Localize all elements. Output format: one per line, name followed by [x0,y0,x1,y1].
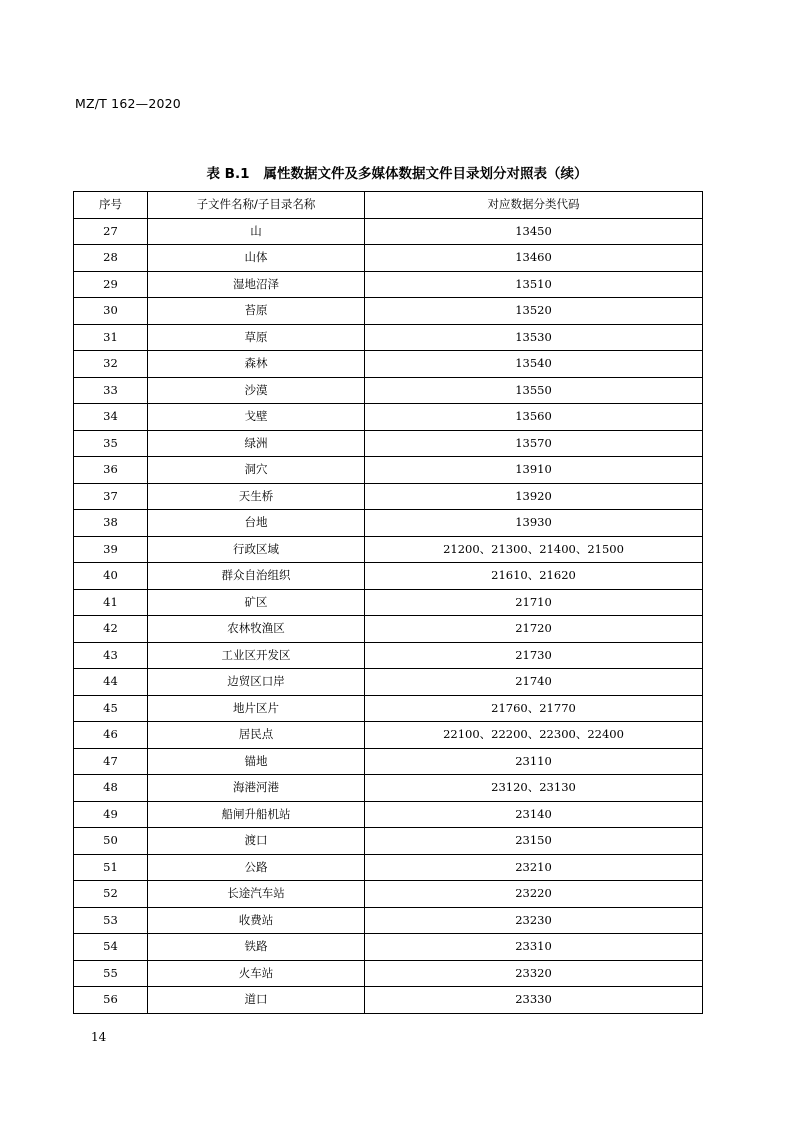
cell-subfile-name: 道口 [148,987,365,1014]
table-caption-label: 表 B.1 [206,166,250,182]
cell-serial: 51 [74,854,148,881]
cell-subfile-name: 海港河港 [148,775,365,802]
table-row [74,881,703,908]
cell-classification-code: 21740 [365,669,703,696]
cell-subfile-name: 农林牧渔区 [148,616,365,643]
cell-serial: 50 [74,828,148,855]
cell-subfile-name: 工业区开发区 [148,642,365,669]
directory-mapping-table [73,191,703,1014]
cell-classification-code: 23140 [365,801,703,828]
table-row [74,404,703,431]
table-row [74,854,703,881]
cell-subfile-name: 地片区片 [148,695,365,722]
cell-serial: 44 [74,669,148,696]
cell-subfile-name: 森林 [148,351,365,378]
table-row [74,775,703,802]
cell-classification-code: 23230 [365,907,703,934]
cell-subfile-name: 长途汽车站 [148,881,365,908]
cell-serial: 46 [74,722,148,749]
standard-code: MZ/T 162—2020 [75,96,181,111]
cell-serial: 42 [74,616,148,643]
cell-subfile-name: 行政区域 [148,536,365,563]
cell-serial: 55 [74,960,148,987]
cell-classification-code: 21760、21770 [365,695,703,722]
cell-subfile-name: 苔原 [148,298,365,325]
cell-serial: 40 [74,563,148,590]
table-row [74,695,703,722]
cell-classification-code: 13560 [365,404,703,431]
cell-classification-code: 13910 [365,457,703,484]
cell-classification-code: 13920 [365,483,703,510]
cell-subfile-name: 居民点 [148,722,365,749]
cell-subfile-name: 草原 [148,324,365,351]
column-header-serial: 序号 [74,192,148,219]
cell-serial: 45 [74,695,148,722]
table-row [74,960,703,987]
cell-subfile-name: 绿洲 [148,430,365,457]
table-row [74,536,703,563]
table-row [74,589,703,616]
cell-serial: 38 [74,510,148,537]
table-row [74,616,703,643]
cell-classification-code: 13510 [365,271,703,298]
table-caption-text: 属性数据文件及多媒体数据文件目录划分对照表（续） [263,166,588,182]
cell-classification-code: 13570 [365,430,703,457]
cell-subfile-name: 边贸区口岸 [148,669,365,696]
cell-subfile-name: 公路 [148,854,365,881]
cell-classification-code: 13550 [365,377,703,404]
table-row [74,430,703,457]
cell-serial: 34 [74,404,148,431]
cell-subfile-name: 铁路 [148,934,365,961]
table-row [74,324,703,351]
cell-subfile-name: 锚地 [148,748,365,775]
cell-serial: 43 [74,642,148,669]
table-row [74,245,703,272]
cell-subfile-name: 洞穴 [148,457,365,484]
table-row [74,483,703,510]
cell-classification-code: 13460 [365,245,703,272]
cell-serial: 33 [74,377,148,404]
cell-subfile-name: 湿地沼泽 [148,271,365,298]
cell-subfile-name: 沙漠 [148,377,365,404]
cell-classification-code: 23110 [365,748,703,775]
table-row [74,669,703,696]
table-row [74,351,703,378]
cell-classification-code: 13930 [365,510,703,537]
cell-subfile-name: 山 [148,218,365,245]
table-row [74,218,703,245]
cell-serial: 29 [74,271,148,298]
cell-classification-code: 21710 [365,589,703,616]
cell-serial: 35 [74,430,148,457]
cell-classification-code: 13450 [365,218,703,245]
cell-serial: 48 [74,775,148,802]
cell-classification-code: 21720 [365,616,703,643]
cell-subfile-name: 戈壁 [148,404,365,431]
cell-subfile-name: 矿区 [148,589,365,616]
table-row [74,563,703,590]
cell-serial: 52 [74,881,148,908]
table-header-row [74,192,703,219]
cell-classification-code: 13540 [365,351,703,378]
cell-subfile-name: 渡口 [148,828,365,855]
cell-classification-code: 13530 [365,324,703,351]
table-row [74,907,703,934]
table-row [74,934,703,961]
cell-serial: 27 [74,218,148,245]
cell-serial: 47 [74,748,148,775]
table-row [74,457,703,484]
table-row [74,271,703,298]
table-row [74,298,703,325]
cell-serial: 31 [74,324,148,351]
cell-serial: 36 [74,457,148,484]
table-row [74,748,703,775]
cell-classification-code: 23330 [365,987,703,1014]
cell-serial: 39 [74,536,148,563]
cell-serial: 53 [74,907,148,934]
cell-subfile-name: 台地 [148,510,365,537]
table-row [74,801,703,828]
cell-subfile-name: 火车站 [148,960,365,987]
table-row [74,722,703,749]
cell-classification-code: 21610、21620 [365,563,703,590]
cell-classification-code: 23310 [365,934,703,961]
column-header-classification-code: 对应数据分类代码 [365,192,703,219]
table-caption [0,162,794,182]
cell-classification-code: 22100、22200、22300、22400 [365,722,703,749]
cell-subfile-name: 收费站 [148,907,365,934]
table-row [74,642,703,669]
table-row [74,377,703,404]
table-row [74,828,703,855]
table-row [74,987,703,1014]
cell-classification-code: 23220 [365,881,703,908]
cell-classification-code: 23210 [365,854,703,881]
cell-serial: 54 [74,934,148,961]
table-row [74,510,703,537]
cell-serial: 32 [74,351,148,378]
cell-serial: 30 [74,298,148,325]
cell-classification-code: 23120、23130 [365,775,703,802]
cell-serial: 41 [74,589,148,616]
cell-serial: 37 [74,483,148,510]
cell-subfile-name: 船闸升船机站 [148,801,365,828]
cell-subfile-name: 山体 [148,245,365,272]
cell-classification-code: 21730 [365,642,703,669]
cell-classification-code: 23150 [365,828,703,855]
cell-subfile-name: 天生桥 [148,483,365,510]
cell-classification-code: 13520 [365,298,703,325]
cell-serial: 49 [74,801,148,828]
cell-classification-code: 21200、21300、21400、21500 [365,536,703,563]
cell-classification-code: 23320 [365,960,703,987]
cell-serial: 28 [74,245,148,272]
cell-subfile-name: 群众自治组织 [148,563,365,590]
column-header-subfile-name: 子文件名称/子目录名称 [148,192,365,219]
cell-serial: 56 [74,987,148,1014]
page-number: 14 [91,1030,107,1044]
